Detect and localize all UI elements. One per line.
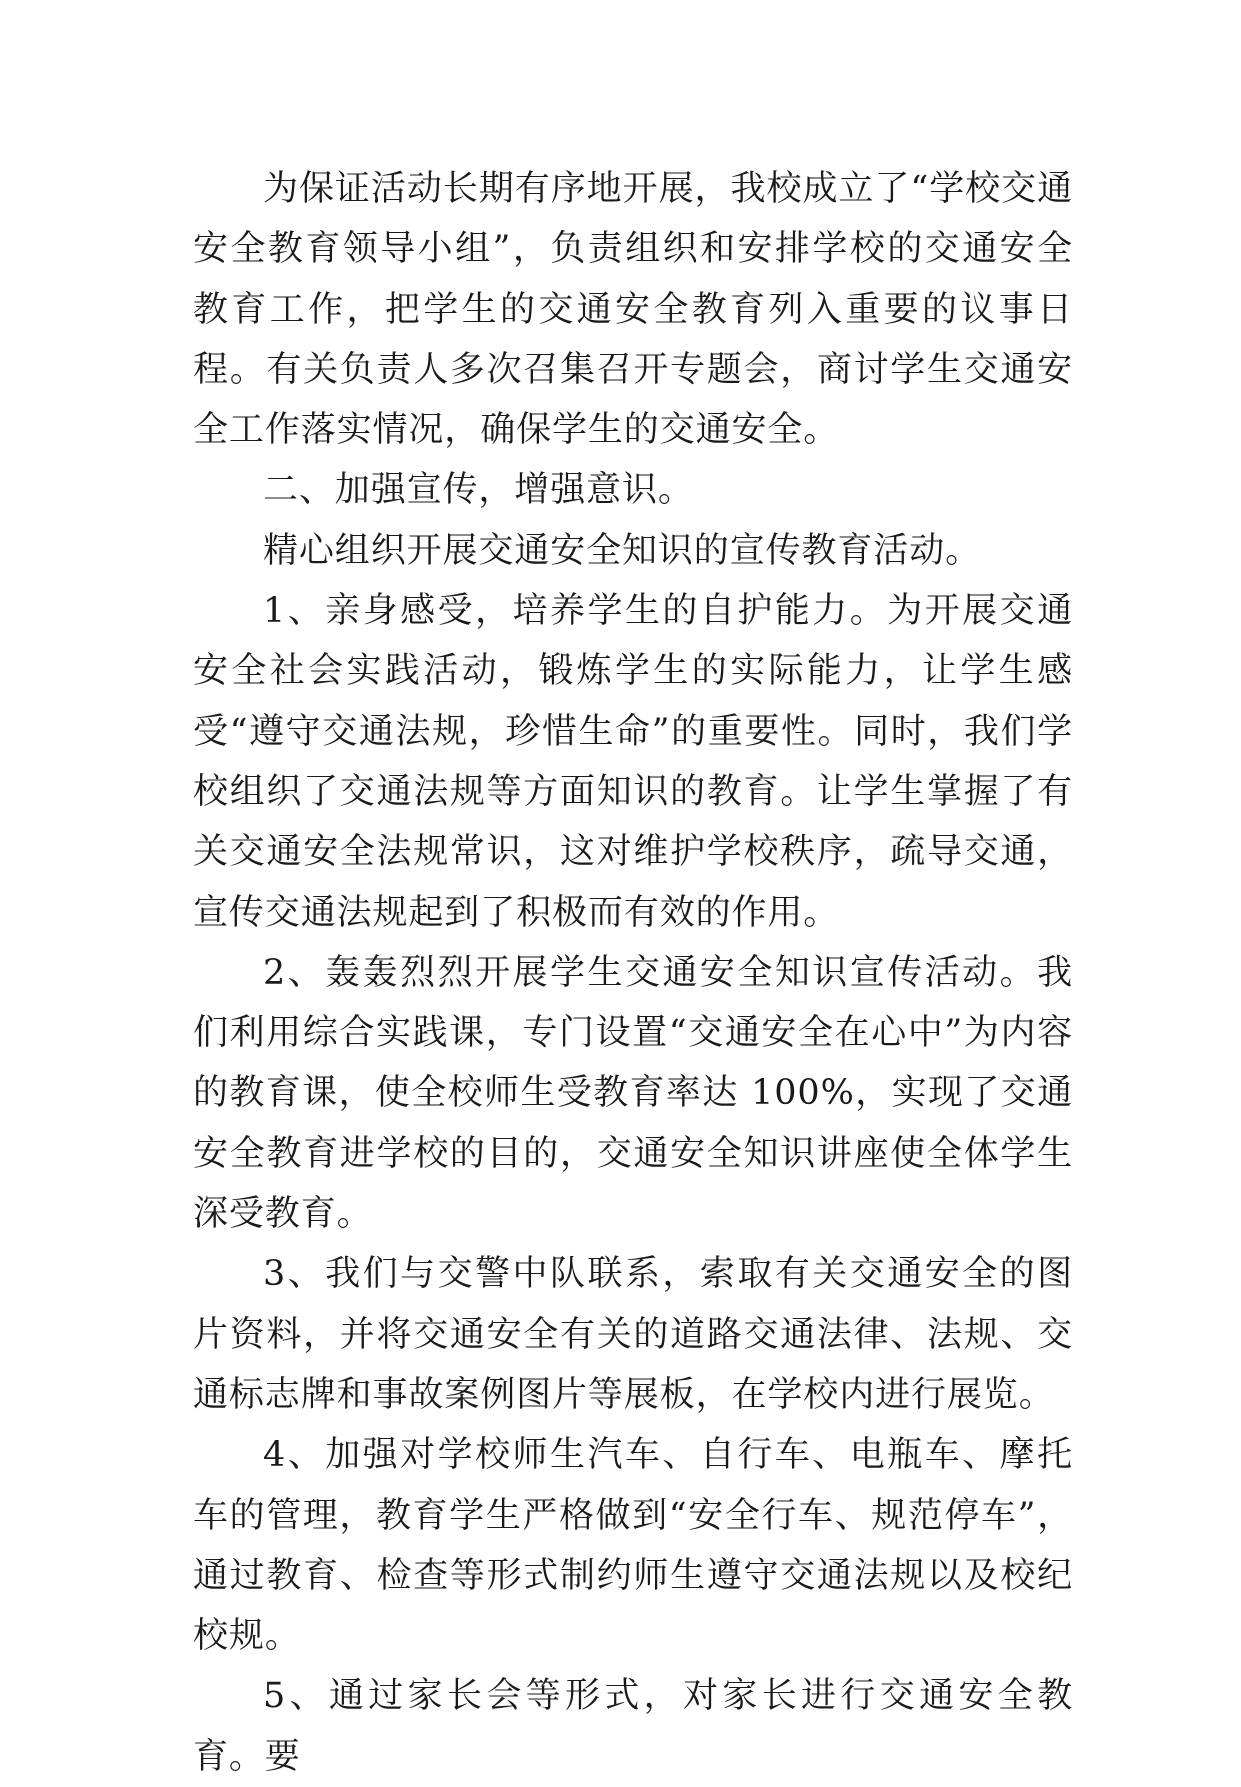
paragraph-item-5: 5、通过家长会等形式，对家长进行交通安全教育。要 — [193, 1676, 1073, 1777]
section-heading-publicity: 二、加强宣传，增强意识。 — [263, 470, 694, 511]
paragraph-item-4: 4、加强对学校师生汽车、自行车、电瓶车、摩托车的管理，教育学生严格做到“安全行车、规范停车”，通过教育、检查等形式制约师生遵守交通法规以及校纪校规。 — [193, 1435, 1073, 1657]
paragraph-leadership-group: 为保证活动长期有序地开展，我校成立了“学校交通安全教育领导小组”，负责组织和安排学校的交通安全教育工作，把学生的交通安全教育列入重要的议事日程。有关负责人多次召集召开专题会，商讨学生交通安全工作落实情况，确保学生的交通安全。 — [193, 169, 1073, 451]
paragraph-item-3: 3、我们与交警中队联系，索取有关交通安全的图片资料，并将交通安全有关的道路交通法律、法规、交通标志牌和事故案例图片等展板，在学校内进行展览。 — [193, 1254, 1073, 1415]
document-body — [193, 159, 1073, 1787]
paragraph-publicity-intro: 精心组织开展交通安全知识的宣传教育活动。 — [263, 530, 982, 571]
paragraph-item-1: 1、亲身感受，培养学生的自护能力。为开展交通安全社会实践活动，锻炼学生的实际能力，让学生感受“遵守交通法规，珍惜生命”的重要性。同时，我们学校组织了交通法规等方面知识的教育。让学生掌握了有关交通安全法规常识，这对维护学校秩序，疏导交通，宣传交通法规起到了积极而有效的作用。 — [193, 591, 1073, 933]
paragraph-item-2: 2、轰轰烈烈开展学生交通安全知识宣传活动。我们利用综合实践课，专门设置“交通安全在心中”为内容的教育课，使全校师生受教育率达 100%，实现了交通安全教育进学校的目的，交通安全知识讲座使全体学生深受教育。 — [193, 952, 1073, 1235]
